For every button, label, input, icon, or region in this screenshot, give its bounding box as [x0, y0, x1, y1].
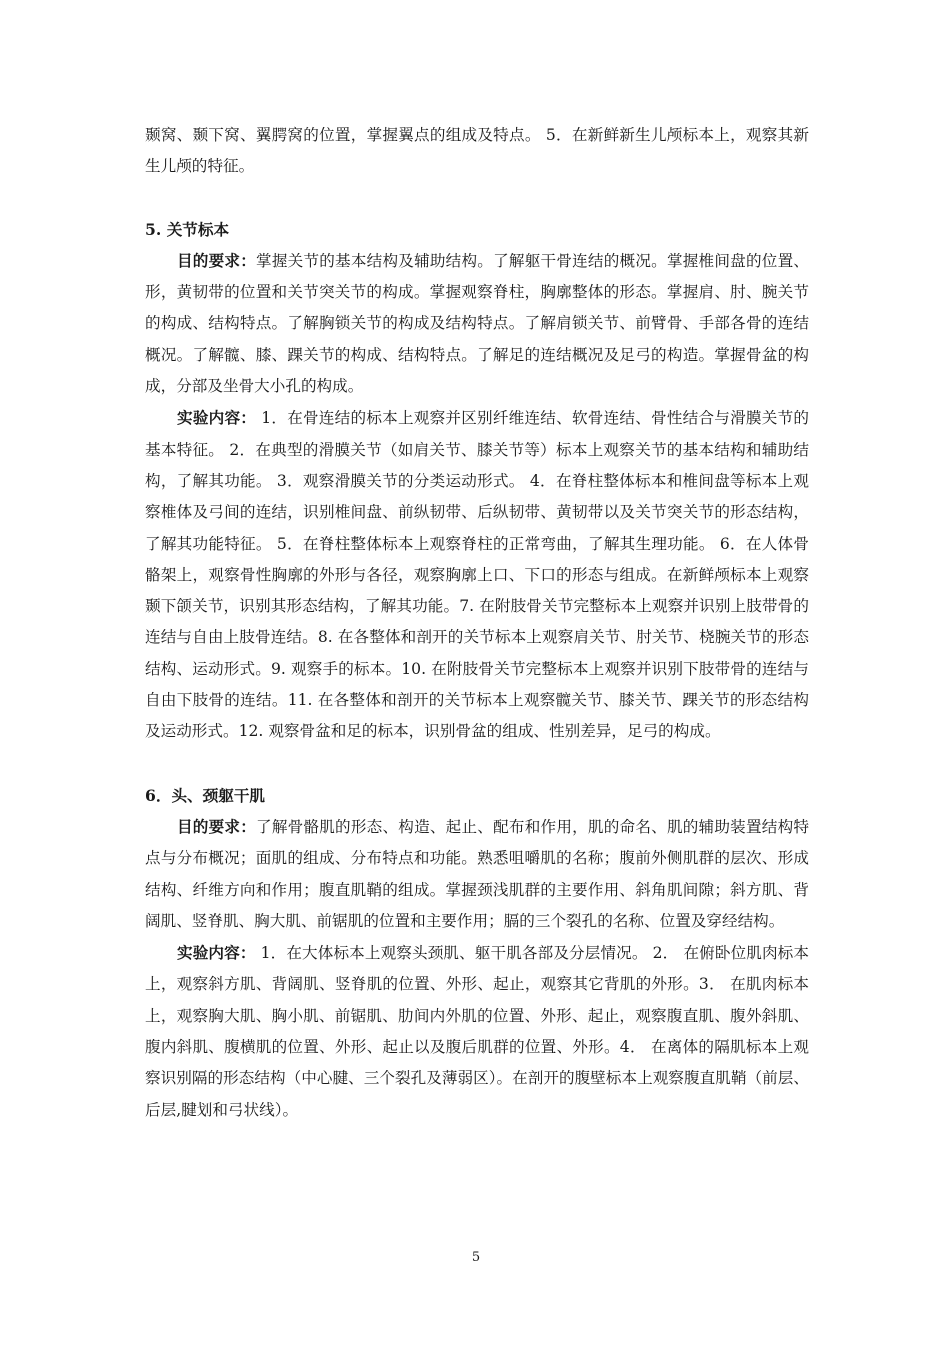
section5-content-label: 实验内容：	[177, 408, 257, 428]
section5-objectives-label: 目的要求：	[177, 250, 257, 270]
section5-heading: 5. 关节标本	[145, 219, 230, 239]
section-spacer	[145, 748, 809, 780]
section6-objectives-label: 目的要求：	[177, 816, 257, 836]
page-content	[145, 120, 809, 1126]
section6-objectives	[145, 811, 809, 937]
page-number: 5	[471, 1250, 481, 1265]
section6-content	[145, 937, 809, 1126]
section6-heading: 6．头、颈躯干肌	[145, 785, 266, 805]
section6-objectives-text: 了解骨骼肌的形态、构造、起止、配布和作用，肌的命名、肌的辅助装置结构特点与分布概况；面肌的组成、分布特点和功能。熟悉咀嚼肌的名称；腹前外侧肌群的层次、形成结构、纤维方向和作用；腹直肌鞘的组成。掌握颈浅肌群的主要作用、斜角肌间隙；斜方肌、背阔肌、竖脊肌、胸大肌、前锯肌的位置和主要作用；膈的三个裂孔的名称、位置及穿经结构。	[145, 817, 809, 930]
section5-content	[145, 402, 809, 747]
section-spacer	[145, 183, 809, 214]
section5-objectives	[145, 245, 809, 402]
section6-content-label: 实验内容：	[177, 943, 256, 963]
section5-objectives-text: 掌握关节的基本结构及辅助结构。了解躯干骨连结的概况。掌握椎间盘的位置、形，黄韧带的位置和关节突关节的构成。掌握观察脊柱，胸廓整体的形态。掌握肩、肘、腕关节的构成、结构特点。了解胸锁关节的构成及结构特点。了解肩锁关节、前臂骨、手部各骨的连结概况。了解髋、膝、踝关节的构成、结构特点。了解足的连结概况及足弓的构造。掌握骨盆的构成，分部及坐骨大小孔的构成。	[145, 251, 809, 396]
section5-content-text: 1．在骨连结的标本上观察并区别纤维连结、软骨连结、骨性结合与滑膜关节的基本特征。 2．在典型的滑膜关节（如肩关节、膝关节等）标本上观察关节的基本结构和辅助结构，了解其功能。 3．观察滑膜关节的分类运动形式。 4．在脊柱整体标本和椎间盘等标本上观察椎体及弓间的连结，识别椎间盘、前纵韧带、后纵韧带、黄韧带以及关节突关节的形态结构，了解其功能特征。 5．在脊柱整体标本上观察脊柱的正常弯曲，了解其生理功能。 6．在人体骨骼架上，观察骨性胸廓的外形与各径，观察胸廓上口、下口的形态与组成。在新鲜颅标本上观察颞下颌关节，识别其形态结构，了解其功能。7. 在附肢骨关节完整标本上观察并识别上肢带骨的连结与自由上肢骨连结。8. 在各整体和剖开的关节标本上观察肩关节、肘关节、桡腕关节的形态结构、运动形式。9. 观察手的标本。10. 在附肢骨关节完整标本上观察并识别下肢带骨的连结与自由下肢骨的连结。11. 在各整体和剖开的关节标本上观察髋关节、膝关节、踝关节的形态结构及运动形式。12. 观察骨盆和足的标本，识别骨盆的组成、性别差异，足弓的构成。	[145, 409, 809, 741]
section6-content-text: 1．在大体标本上观察头颈肌、躯干肌各部及分层情况。 2． 在俯卧位肌肉标本上，观察斜方肌、背阔肌、竖脊肌的位置、外形、起止，观察其它背肌的外形。3． 在肌肉标本上，观察胸大肌、胸小肌、前锯肌、肋间内外肌的位置、外形、起止，观察腹直肌、腹外斜肌、腹内斜肌、腹横肌的位置、外形、起止以及腹后肌群的位置、外形。4． 在离体的隔肌标本上观察识别隔的形态结构（中心腱、三个裂孔及薄弱区）。在剖开的腹壁标本上观察腹直肌鞘（前层、后层,腱划和弓状线）。	[145, 944, 809, 1119]
intro-paragraph: 颞窝、颞下窝、翼腭窝的位置，掌握翼点的组成及特点。 5．在新鲜新生儿颅标本上，观察其新生儿颅的特征。	[145, 126, 809, 176]
